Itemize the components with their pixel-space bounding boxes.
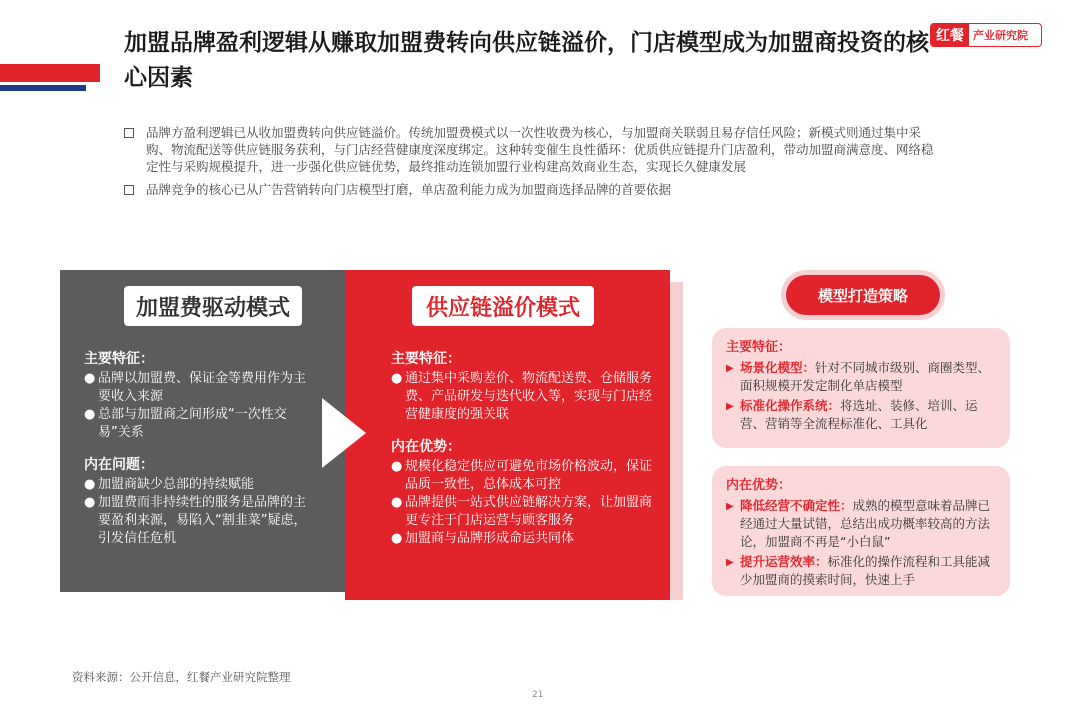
- franchise-fee-title: 加盟费驱动模式: [124, 286, 302, 326]
- list-item: ▶ 降低经营不确定性：成熟的模型意味着品牌已经通过大量试错，总结出成功概率较高的方法论，加盟商不再是“小白鼠”: [726, 498, 991, 549]
- brand-logo: [930, 23, 1042, 47]
- list-item: ● 总部与加盟商之间形成“一次性交易”关系: [84, 407, 287, 440]
- list-item: ▶ 提升运营效率：标准化的操作流程和工具能减少加盟商的摸索时间，快速上手: [726, 554, 991, 587]
- list-item: ● 加盟商缺少总部的持续赋能: [84, 477, 255, 492]
- summary-bullet-text: 品牌方盈利逻辑已从收加盟费转向供应链溢价。传统加盟费模式以一次性收费为核心，与加盟商关联弱且易存信任风险；新模式则通过集中采购、物流配送等供应链服务获利，与门店经营健康度深度绑定。这种转变催生良性循环：优质供应链提升门店盈利，带动加盟商满意度、网络稳定性与采购规模提升，进一步强化供应链优势，最终推动连锁加盟行业构建高效商业生态，实现长久健康发展: [146, 125, 934, 174]
- list-item: ● 加盟商与品牌形成命运共同体: [391, 531, 575, 546]
- play-arrow-icon: [322, 398, 366, 468]
- strategy-label: 模型打造策略: [786, 275, 940, 315]
- list-item: ▶ 标准化操作系统：将选址、装修、培训、运营、营销等全流程标准化、工具化: [726, 398, 978, 431]
- square-bullet-icon: [124, 128, 134, 138]
- page-title: 加盟品牌盈利逻辑从赚取加盟费转向供应链溢价，门店模型成为加盟商投资的核心因素: [124, 30, 929, 91]
- triangle-right-icon: ▶: [726, 401, 734, 412]
- franchise-fee-content: [84, 350, 316, 548]
- dot-icon: ●: [391, 495, 403, 510]
- source-note: 资料来源：公开信息，红餐产业研究院整理: [72, 670, 291, 684]
- dot-icon: ●: [84, 477, 96, 492]
- strategy-advantages-card: [712, 466, 1010, 596]
- logo-mark: 红餐: [931, 24, 969, 46]
- dot-icon: ●: [84, 407, 96, 422]
- list-item: ● 品牌提供一站式供应链解决方案，让加盟商更专注于门店运营与顾客服务: [391, 495, 653, 528]
- features-heading: 主要特征：: [84, 351, 154, 367]
- summary-bullets: [124, 124, 944, 204]
- list-item: ● 通过集中采购差价、物流配送费、仓储服务费、产品研发与迭代收入等，实现与门店经营健康度的强关联: [391, 371, 653, 422]
- list-item: ● 品牌以加盟费、保证金等费用作为主要收入来源: [84, 371, 307, 404]
- dot-icon: ●: [391, 531, 403, 546]
- card-heading: 内在优势：: [726, 478, 792, 493]
- list-item: ● 规模化稳定供应可避免市场价格波动，保证品质一致性，总体成本可控: [391, 459, 653, 492]
- accent-bar-navy: [0, 85, 86, 91]
- dot-icon: ●: [391, 459, 403, 474]
- supply-chain-title: 供应链溢价模式: [412, 286, 594, 326]
- list-item: ▶ 场景化模型：针对不同城市级别、商圈类型、面积规模开发定制化单店模型: [726, 360, 991, 393]
- card-heading: 主要特征：: [726, 340, 792, 355]
- advantages-heading: 内在优势：: [391, 439, 461, 455]
- dot-icon: ●: [391, 371, 403, 386]
- square-bullet-icon: [124, 185, 134, 195]
- triangle-right-icon: ▶: [726, 501, 734, 512]
- issues-heading: 内在问题：: [84, 457, 154, 473]
- triangle-right-icon: ▶: [726, 363, 734, 374]
- strategy-features-card: [712, 328, 1010, 448]
- dot-icon: ●: [84, 371, 96, 386]
- dot-icon: ●: [84, 495, 96, 510]
- summary-bullet: [124, 181, 944, 198]
- supply-chain-content: [391, 350, 653, 548]
- accent-bar-red: [0, 64, 100, 82]
- triangle-right-icon: ▶: [726, 557, 734, 568]
- summary-bullet: [124, 124, 944, 175]
- logo-text: 产业研究院: [973, 29, 1028, 42]
- page-number: 21: [532, 690, 544, 700]
- features-heading: 主要特征：: [391, 351, 461, 367]
- summary-bullet-text: 品牌竞争的核心已从广告营销转向门店模型打磨，单店盈利能力成为加盟商选择品牌的首要依据: [146, 182, 672, 197]
- list-item: ● 加盟费而非持续性的服务是品牌的主要盈利来源，易陷入“割韭菜”疑虑，引发信任危机: [84, 495, 307, 546]
